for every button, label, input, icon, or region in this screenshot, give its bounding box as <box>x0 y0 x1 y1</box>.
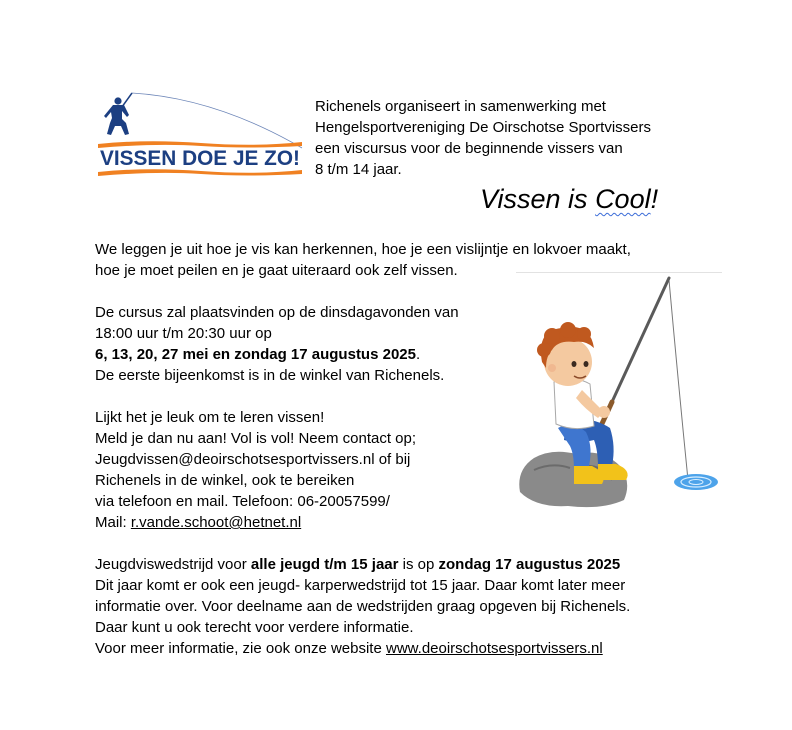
body-line: Richenels in de winkel, ook te bereiken <box>95 472 355 489</box>
website-link[interactable]: www.deoirschotsesportvissers.nl <box>385 640 603 657</box>
website-line <box>95 638 715 659</box>
intro-line: 8 t/m 14 jaar. <box>315 161 402 178</box>
body-line: 18:00 uur t/m 20:30 uur op <box>95 325 272 342</box>
intro-line: een viscursus voor de beginnende vissers van <box>315 140 623 157</box>
mail-label: Mail: <box>95 514 131 531</box>
body-line: De cursus zal plaatsvinden op de dinsdagavonden van <box>95 304 459 321</box>
competition-text: Jeugdviswedstrijd voor <box>95 556 251 573</box>
slogan-suffix: ! <box>650 184 659 214</box>
competition-text: is op <box>398 556 439 573</box>
slogan-prefix: Vissen is <box>480 184 596 214</box>
intro-line: Hengelsportvereniging De Oirschotse Sportvissers <box>315 119 651 136</box>
body-line: Jeugdvissen@deoirschotsesportvissers.nl of bij <box>95 451 411 468</box>
slogan-cool: Cool <box>595 184 651 214</box>
competition-age: alle jeugd t/m 15 jaar <box>250 556 399 573</box>
body-line: hoe je moet peilen en je gaat uiteraard ook zelf vissen. <box>95 262 458 279</box>
course-dates: 6, 13, 20, 27 mei en zondag 17 augustus 2025 <box>95 346 416 363</box>
boy-fishing-illustration <box>512 270 726 512</box>
body-line: Daar kunt u ook terecht voor verdere informatie. <box>95 619 414 636</box>
body-line: informatie over. Voor deelname aan de wedstrijden graag opgeven bij Richenels. <box>95 598 631 615</box>
intro-line: Richenels organiseert in samenwerking met <box>315 98 606 115</box>
body-line: De eerste bijeenkomst is in de winkel van Richenels. <box>95 367 445 384</box>
competition-line <box>95 554 715 575</box>
slogan-heading <box>480 182 658 216</box>
vissen-doe-je-zo-logo <box>96 88 306 180</box>
intro-paragraph <box>315 96 695 180</box>
competition-date: zondag 17 augustus 2025 <box>438 556 621 573</box>
body-line: Meld je dan nu aan! Vol is vol! Neem contact op; <box>95 430 417 447</box>
website-label: Voor meer informatie, zie ook onze website <box>95 640 386 657</box>
body-line: Lijkt het je leuk om te leren vissen! <box>95 409 325 426</box>
period: . <box>415 346 421 363</box>
mail-line <box>95 512 715 533</box>
body-line: via telefoon en mail. Telefoon: 06-20057599/ <box>95 493 390 510</box>
body-line: Dit jaar komt er ook een jeugd- karperwedstrijd tot 15 jaar. Daar komt later meer <box>95 577 626 594</box>
logo-text: VISSEN DOE JE ZO! <box>100 147 300 170</box>
email-link[interactable]: r.vande.schoot@hetnet.nl <box>130 514 302 531</box>
body-line: We leggen je uit hoe je vis kan herkennen, hoe je een vislijntje en lokvoer maakt, <box>95 241 631 258</box>
